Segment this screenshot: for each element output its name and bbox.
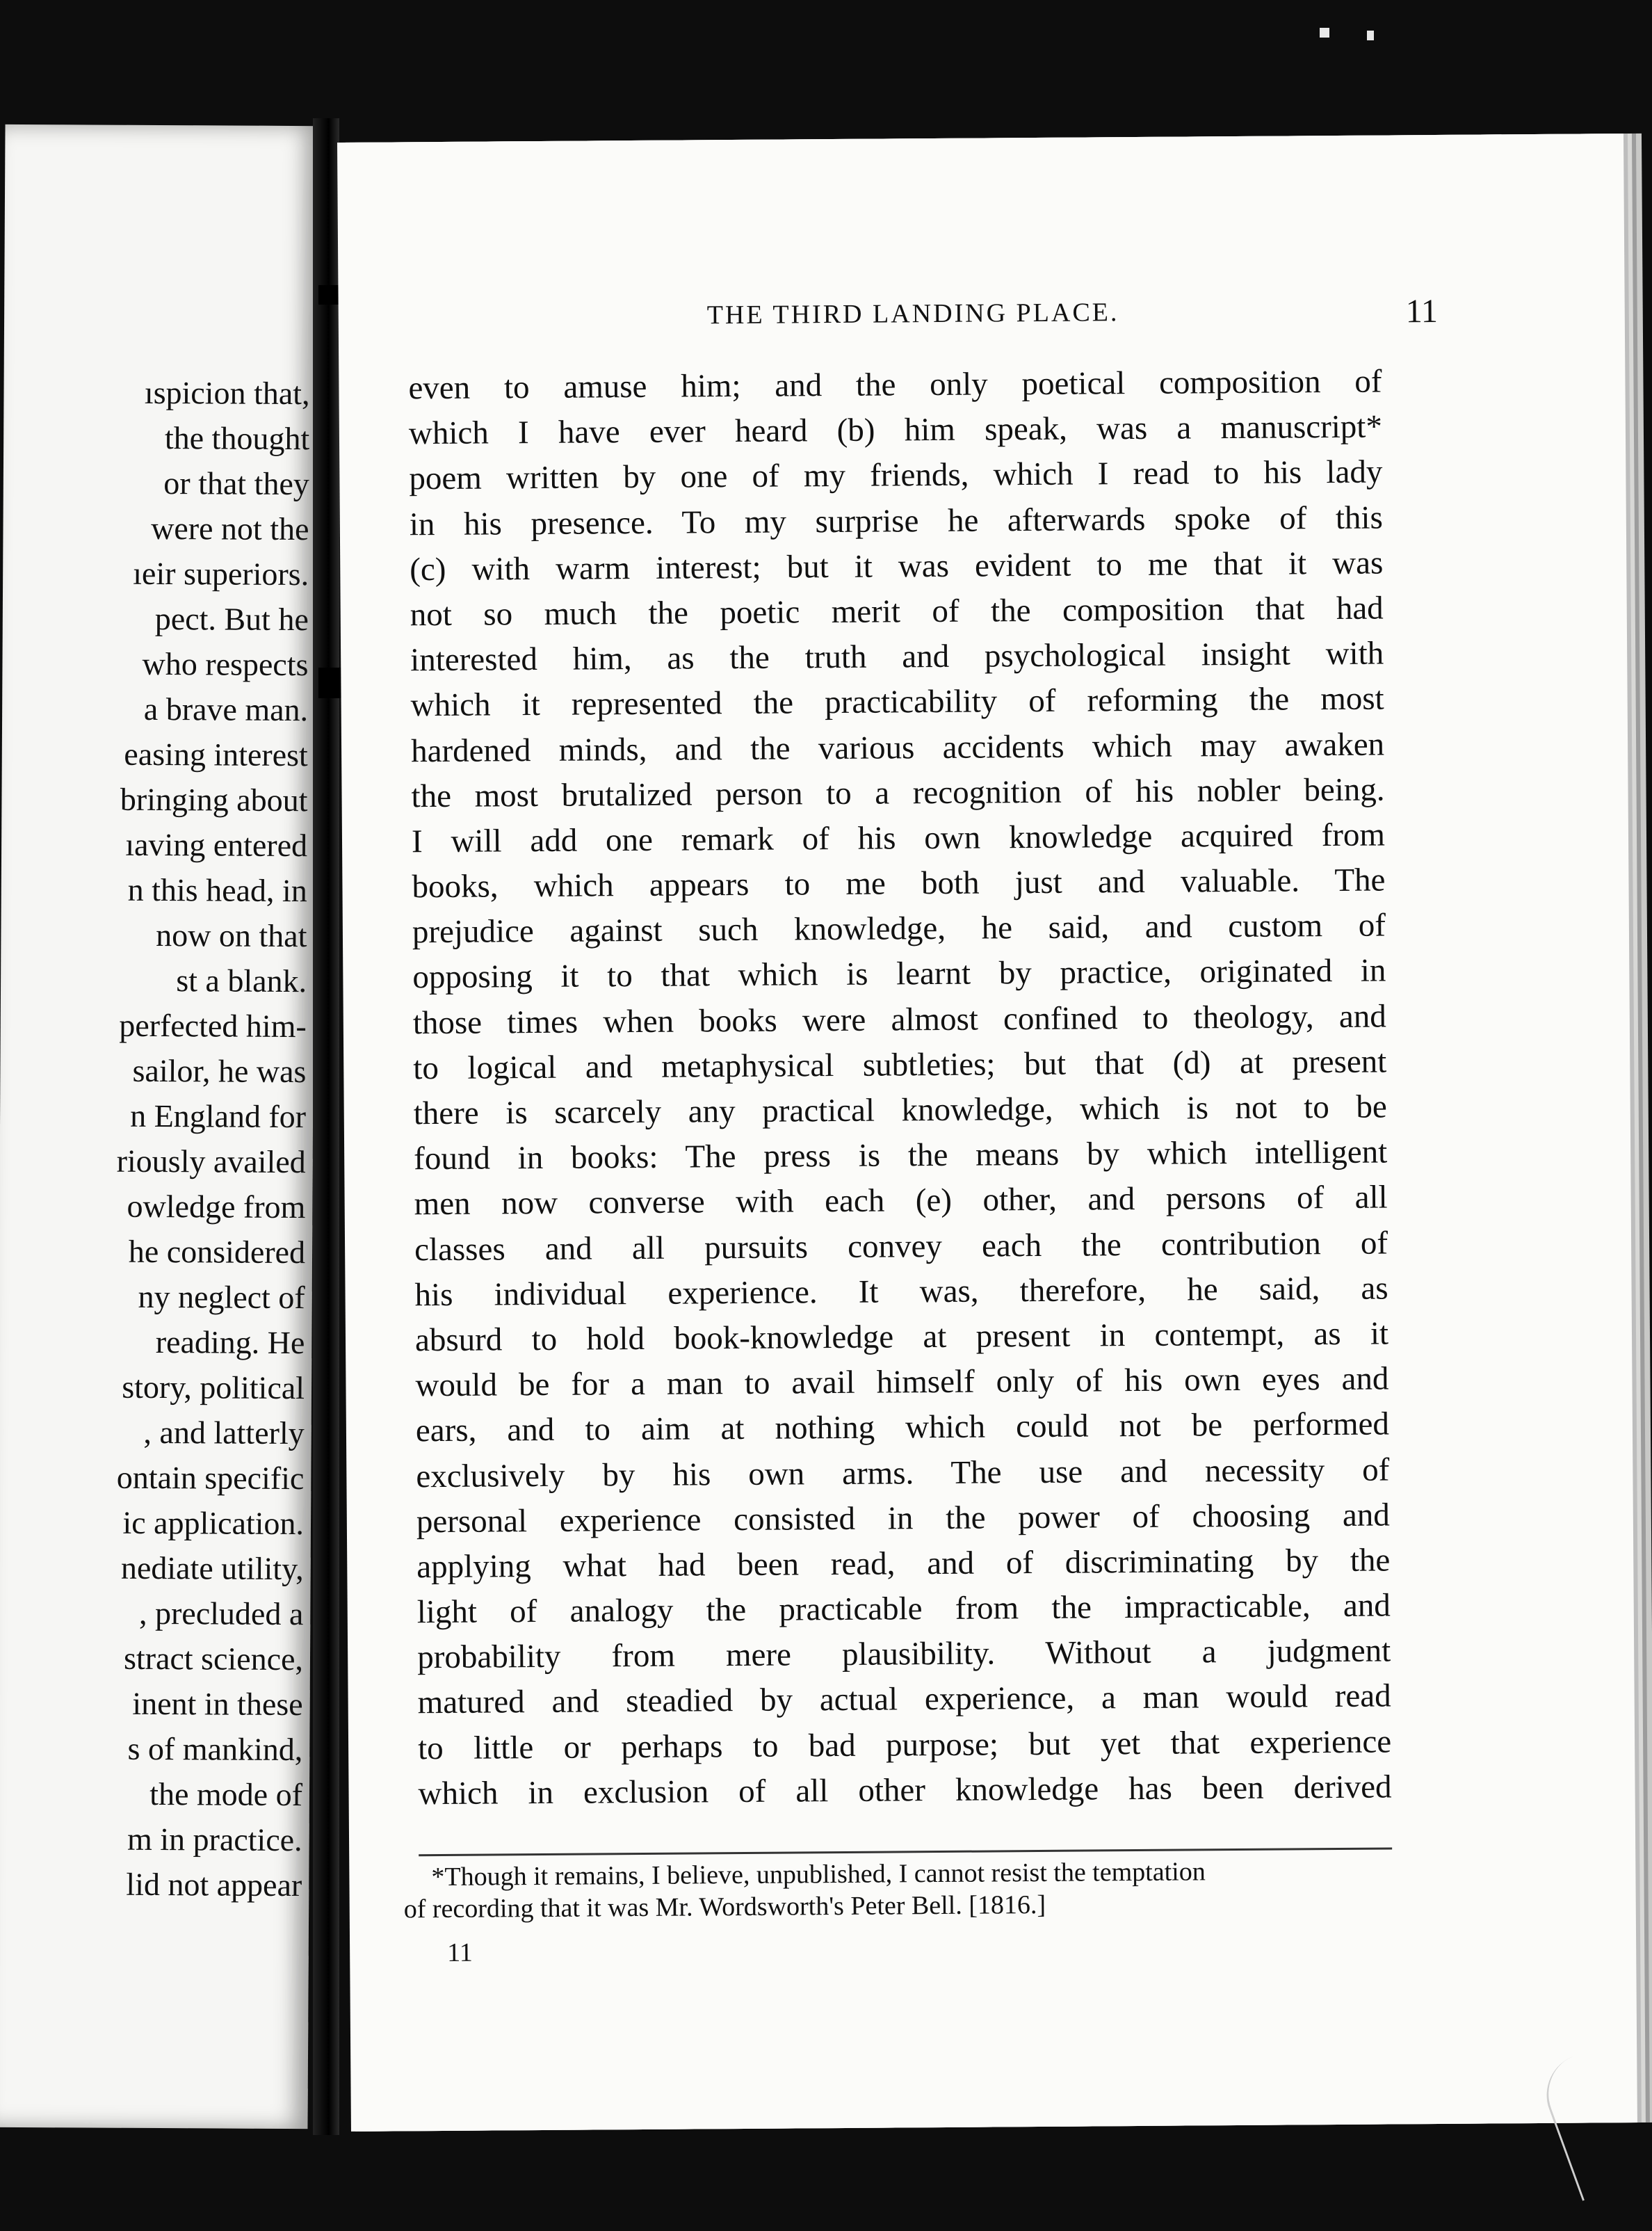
body-line: interested him, as the truth and psychological insight with <box>410 635 1384 679</box>
signature-mark: 11 <box>447 1938 473 1967</box>
left-page-line: now on that <box>156 917 307 954</box>
left-page-line: easing interest <box>124 736 308 773</box>
left-page-line: or that they <box>163 465 309 502</box>
left-page-line: nediate utility, <box>120 1549 304 1587</box>
left-page-text <box>0 369 310 1908</box>
right-page <box>337 134 1637 2132</box>
left-page-line: ıeir superiors. <box>133 555 309 593</box>
left-page-line: a brave man. <box>143 691 309 728</box>
left-page-line: m in practice. <box>127 1821 302 1858</box>
footnote-line: of recording that it was Mr. Wordsworth's Peter Bell. [1816.] <box>403 1890 1046 1924</box>
left-page-line: ıspicion that, <box>144 374 310 412</box>
page-number: 11 <box>1405 292 1439 330</box>
body-line: opposing it to that which is learnt by practice, originated in <box>412 952 1386 996</box>
left-page <box>0 124 318 2129</box>
left-page-line: bringing about <box>120 781 308 819</box>
footnote <box>403 1854 1393 1925</box>
left-page-line: were not the <box>151 510 309 547</box>
body-line: (c) with warm interest; but it was evident to me that it was <box>410 545 1384 588</box>
gutter-mark <box>318 668 342 698</box>
left-page-line: inent in these <box>132 1685 303 1723</box>
body-line: absurd to hold book-knowledge at present in contempt, as it <box>414 1315 1389 1359</box>
left-page-line: who respects <box>142 645 309 683</box>
left-page-line: he considered <box>128 1233 306 1271</box>
book-gutter <box>313 118 339 2135</box>
left-page-line: riously availed <box>116 1143 306 1180</box>
left-page-line: sailor, he was <box>132 1052 307 1090</box>
left-page-line: the thought <box>164 420 310 457</box>
left-page-line: n England for <box>130 1097 307 1135</box>
left-page-line: the mode of <box>149 1775 303 1813</box>
body-line: to little or perhaps to bad purpose; but yet that experience <box>417 1723 1392 1766</box>
body-line: personal experience consisted in the power of choosing and <box>416 1497 1390 1540</box>
body-line: probability from mere plausibility. Without a judgment <box>417 1632 1391 1676</box>
body-line: found in books: The press is the means by which intelligent <box>414 1134 1388 1177</box>
body-line: applying what had been read, and of discriminating by the <box>416 1542 1391 1586</box>
left-page-line: ıaving entered <box>125 826 308 864</box>
body-line: even to amuse him; and the only poetical composition of <box>408 363 1382 407</box>
left-page-line: s of mankind, <box>127 1730 303 1768</box>
body-line: to logical and metaphysical subtleties; but that (d) at present <box>413 1043 1387 1087</box>
body-line: hardened minds, and the various accidents which may awaken <box>410 726 1385 769</box>
left-page-line: lid not appear <box>126 1866 302 1903</box>
body-line: ears, and to aim at nothing which could not be performed <box>415 1406 1390 1449</box>
left-page-line: n this head, in <box>127 871 307 909</box>
body-line: I will add one remark of his own knowledge acquired from <box>411 816 1386 860</box>
body-line: exclusively by his own arms. The use and necessity of <box>416 1451 1390 1495</box>
body-line: the most brutalized person to a recognition of his nobler being. <box>411 771 1385 814</box>
left-page-line: reading. He <box>155 1323 305 1361</box>
body-line: men now converse with each (e) other, and persons of all <box>414 1179 1388 1223</box>
body-line: poem written by one of my friends, which I read to his lady <box>409 453 1383 497</box>
left-page-line: owledge from <box>127 1188 306 1225</box>
left-page-line: , and latterly <box>143 1414 305 1451</box>
body-line: matured and steadied by actual experience, a man would read <box>417 1677 1391 1721</box>
body-line: in his presence. To my surprise he afterwards spoke of this <box>409 499 1383 542</box>
left-page-line: ic application. <box>122 1504 305 1542</box>
body-line: light of analogy the practicable from the impracticable, and <box>416 1587 1391 1631</box>
left-page-line: pect. But he <box>154 600 309 638</box>
running-head: THE THIRD LANDING PLACE. <box>706 298 1119 330</box>
body-line: which I have ever heard (b) him speak, was a manuscript* <box>408 408 1383 452</box>
left-page-line: st a blank. <box>176 963 307 999</box>
footnote-line: *Though it remains, I believe, unpublished, I cannot resist the temptation <box>431 1857 1206 1892</box>
body-line: books, which appears to me both just and valuable. The <box>412 862 1386 905</box>
body-line: those times when books were almost confined to theology, and <box>412 998 1386 1041</box>
body-text <box>408 360 1392 1817</box>
body-line: which it represented the practicability of reforming the most <box>410 680 1384 724</box>
left-page-line: ny neglect of <box>138 1278 305 1316</box>
left-page-line: story, political <box>122 1369 305 1406</box>
scan-speck <box>1320 28 1329 38</box>
left-page-line: stract science, <box>123 1640 304 1677</box>
left-page-line: ontain specific <box>116 1459 305 1497</box>
body-line: would be for a man to avail himself only of his own eyes and <box>415 1360 1389 1404</box>
body-line: which in exclusion of all other knowledge has been derived <box>418 1769 1392 1812</box>
body-line: classes and all pursuits convey each the contribution of <box>414 1225 1388 1268</box>
body-line: prejudice against such knowledge, he said, and custom of <box>412 907 1386 951</box>
left-page-line: perfected him- <box>119 1007 307 1045</box>
left-page-line: , precluded a <box>138 1595 304 1632</box>
body-line: his individual experience. It was, therefore, he said, as <box>414 1270 1388 1314</box>
body-line: there is scarcely any practical knowledge, which is not to be <box>413 1088 1387 1132</box>
scan-speck <box>1367 31 1374 40</box>
body-line: not so much the poetic merit of the composition that had <box>410 590 1384 634</box>
